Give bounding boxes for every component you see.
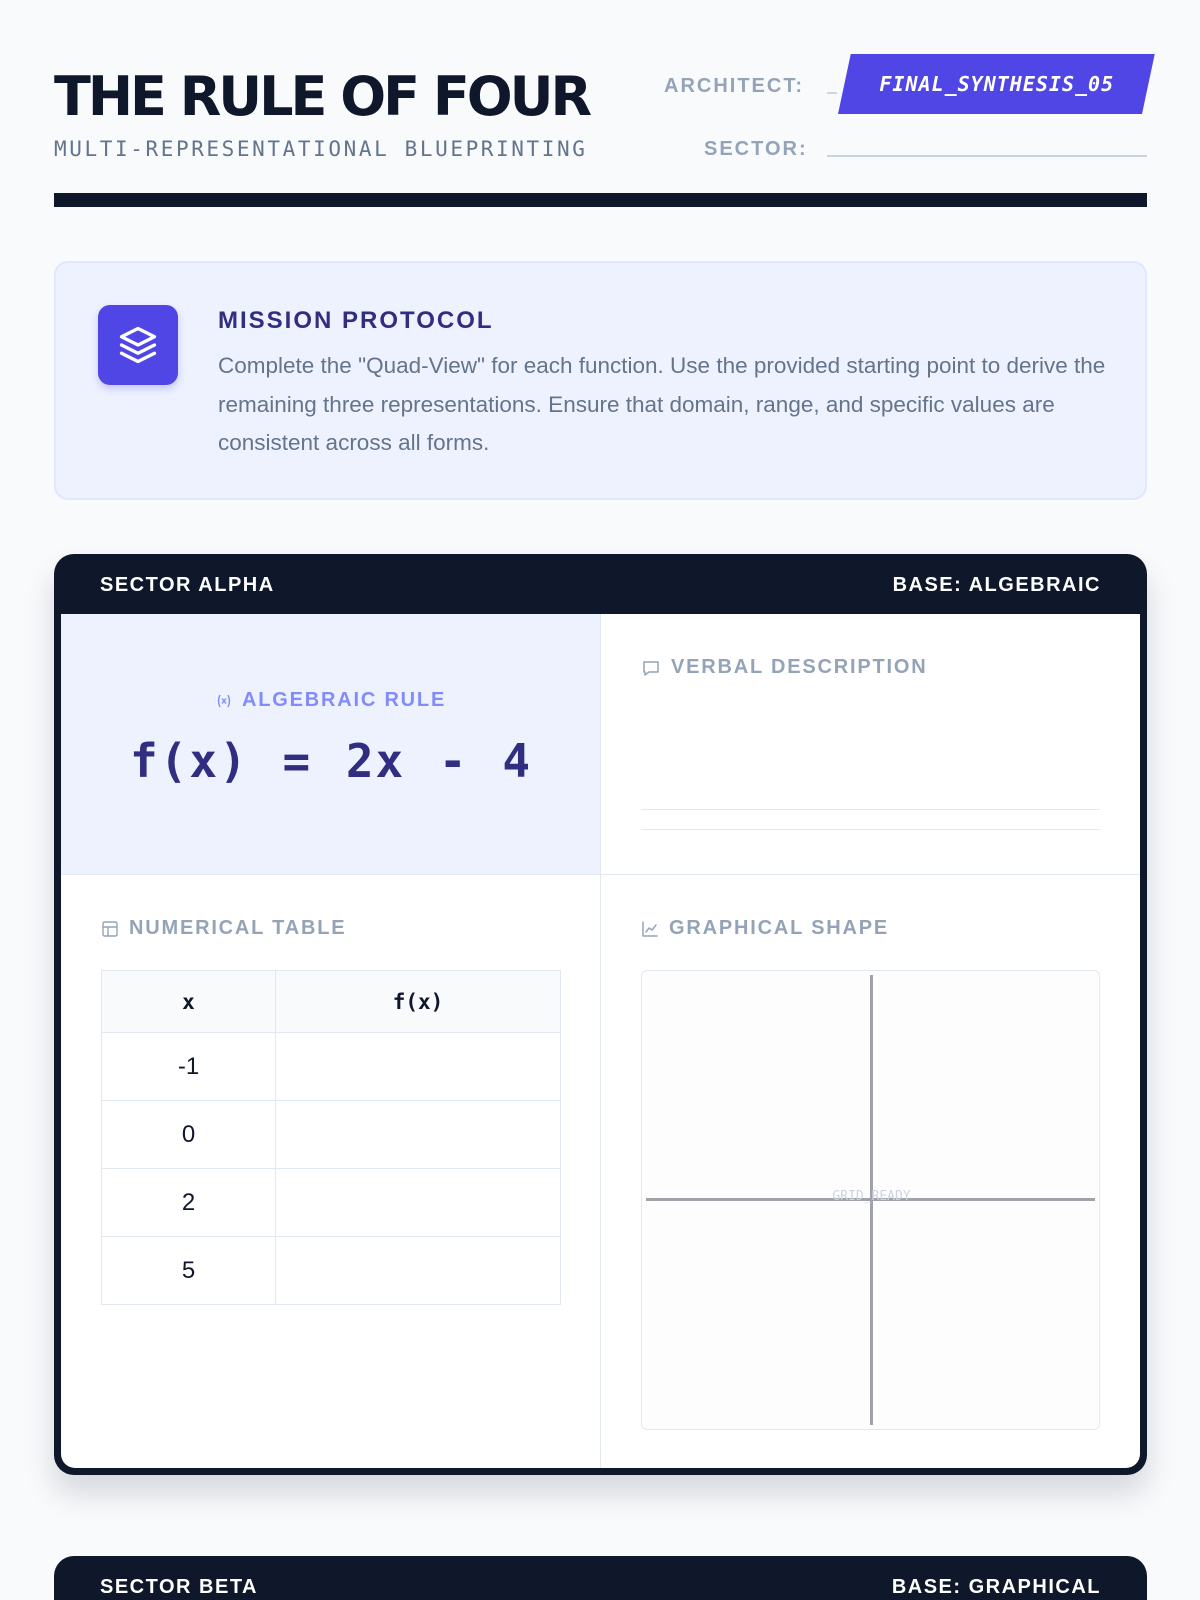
quad-view <box>61 614 1140 1468</box>
verbal-quadrant <box>601 614 1140 875</box>
table-label-text: NUMERICAL TABLE <box>129 917 347 939</box>
header <box>54 0 1147 207</box>
table-header-row <box>102 971 561 1033</box>
grid-ready-label: GRID_READY <box>832 1189 911 1204</box>
table-row <box>102 1169 561 1237</box>
graph-label-text: GRAPHICAL SHAPE <box>669 917 889 939</box>
layers-icon <box>98 305 178 385</box>
table-icon <box>101 920 119 938</box>
sector-base: BASE: ALGEBRAIC <box>892 574 1101 596</box>
sector-name: SECTOR BETA <box>100 1576 258 1598</box>
verbal-label-text: VERBAL DESCRIPTION <box>671 656 928 678</box>
table-cell-fx-input[interactable] <box>276 1237 561 1305</box>
sector-alpha-card <box>54 554 1147 1475</box>
table-cell-fx-input[interactable] <box>276 1101 561 1169</box>
table-cell-x: 5 <box>102 1237 276 1305</box>
graph-quadrant <box>601 875 1140 1468</box>
algebraic-rule: f(x) = 2x - 4 <box>129 734 533 788</box>
verbal-answer-line-2[interactable] <box>641 829 1100 830</box>
graph-grid[interactable] <box>641 970 1100 1430</box>
mission-protocol-box <box>54 261 1147 500</box>
table-cell-x: -1 <box>102 1033 276 1101</box>
line-chart-icon <box>641 920 659 938</box>
mission-text: Complete the "Quad-View" for each function. Use the provided starting point to derive the remaining three representations. Ensure that domain, range, and specific values are consistent across all forms. <box>218 353 1106 455</box>
sector-label: SECTOR: <box>704 138 808 160</box>
verbal-answer-line-1[interactable] <box>641 809 1100 810</box>
page-title: THE RULE OF FOUR <box>54 65 590 128</box>
algebraic-quadrant <box>61 614 601 875</box>
page-subtitle: MULTI-REPRESENTATIONAL BLUEPRINTING <box>54 137 588 161</box>
sector-base: BASE: GRAPHICAL <box>891 1576 1101 1598</box>
table-cell-x: 0 <box>102 1101 276 1169</box>
table-cell-fx-input[interactable] <box>276 1033 561 1101</box>
table-header-x: x <box>102 971 276 1033</box>
architect-name-value: FINAL_SYNTHESIS_05 <box>879 72 1114 96</box>
table-cell-fx-input[interactable] <box>276 1169 561 1237</box>
table-quadrant <box>61 875 601 1468</box>
speech-bubble-icon <box>641 658 661 678</box>
table-label <box>101 917 346 940</box>
table-cell-x: 2 <box>102 1169 276 1237</box>
sector-name: SECTOR ALPHA <box>100 574 275 596</box>
worksheet-page <box>54 0 1147 1598</box>
sector-field[interactable] <box>827 155 1147 157</box>
sector-beta-card <box>54 1556 1147 1600</box>
header-divider <box>54 193 1147 207</box>
function-icon <box>216 693 232 709</box>
architect-underline <box>827 92 837 94</box>
algebraic-label <box>216 689 446 712</box>
numerical-table <box>101 970 561 1305</box>
architect-name-field[interactable] <box>838 54 1155 114</box>
sector-alpha-header <box>54 554 1147 614</box>
table-row <box>102 1237 561 1305</box>
table-row <box>102 1033 561 1101</box>
mission-title: MISSION PROTOCOL <box>218 307 494 334</box>
verbal-label <box>641 656 928 679</box>
architect-label: ARCHITECT: <box>664 75 804 97</box>
graph-label <box>641 917 889 940</box>
table-header-fx: f(x) <box>276 971 561 1033</box>
algebraic-label-text: ALGEBRAIC RULE <box>242 689 447 711</box>
table-row <box>102 1101 561 1169</box>
